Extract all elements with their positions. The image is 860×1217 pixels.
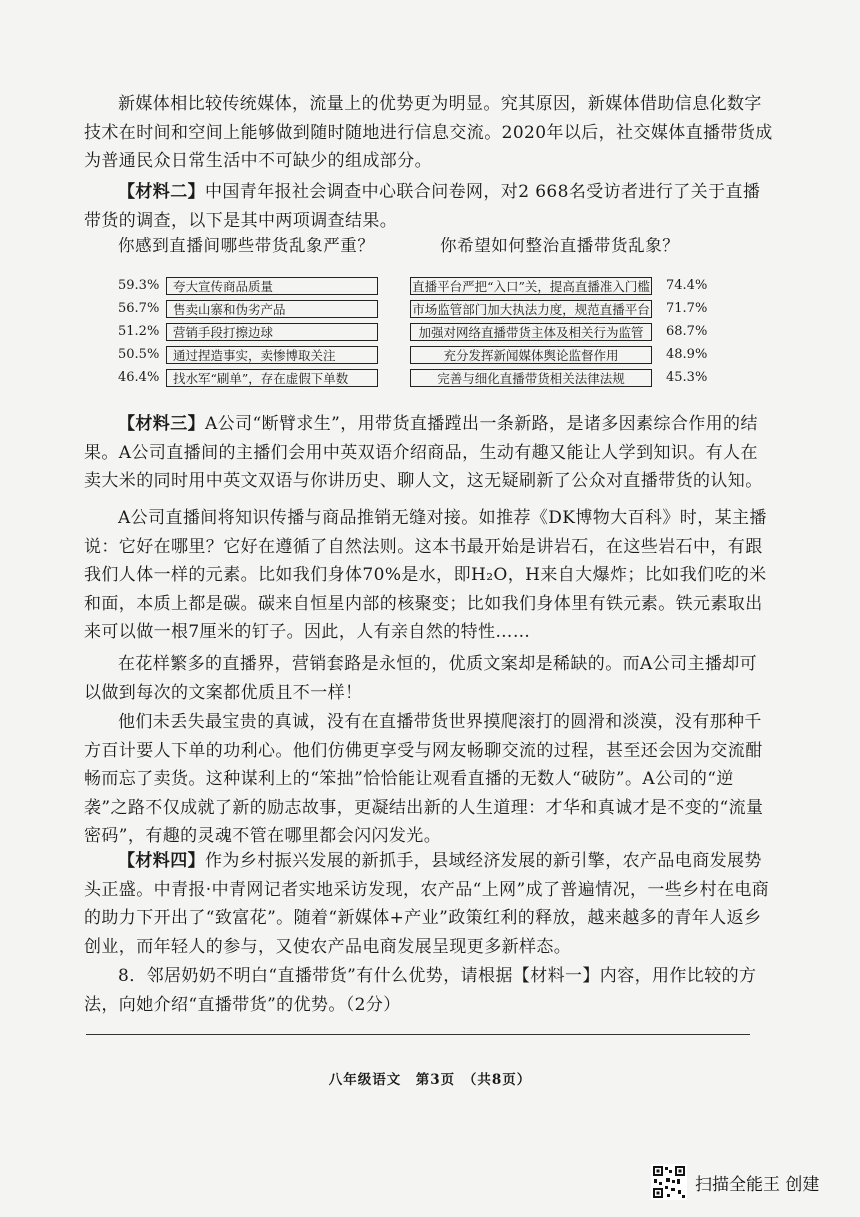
right-survey-percent: 71.7% bbox=[666, 301, 708, 316]
left-survey-item: 夸大宣传商品质量 bbox=[166, 277, 378, 295]
right-survey-percent: 48.9% bbox=[666, 347, 708, 362]
right-survey-percent: 74.4% bbox=[666, 278, 708, 293]
left-survey-percent: 51.2% bbox=[118, 324, 160, 339]
answer-line bbox=[86, 1034, 750, 1035]
paragraph-copywriting: 在花样繁多的直播界，营销套路是永恒的，优质文案却是稀缺的。而A公司主播却可以做到每次的文案都优质且不一样！ bbox=[84, 654, 758, 703]
left-survey-title: 你感到直播间哪些带货乱象严重？ bbox=[118, 236, 375, 255]
left-survey-percent: 50.5% bbox=[118, 347, 160, 362]
paragraph-material-one-end: 新媒体相比较传统媒体，流量上的优势更为明显。究其原因，新媒体借助信息化数字技术在时间和空间上能够做到随时随地进行信息交流。2020年以后，社交媒体直播带货成为普通民众日常生活中不可缺少的组成部分。 bbox=[84, 94, 773, 171]
right-survey-title: 你希望如何整治直播带货乱象？ bbox=[440, 236, 680, 255]
paragraph-material-three bbox=[84, 410, 774, 496]
left-survey-item: 营销手段打擦边球 bbox=[166, 323, 378, 341]
left-survey-percent: 56.7% bbox=[118, 301, 160, 316]
scanner-badge bbox=[651, 1164, 819, 1200]
material-four-label: 【材料四】 bbox=[118, 851, 205, 871]
right-survey-item: 加强对网络直播带货主体及相关行为监管 bbox=[410, 323, 652, 341]
scanner-badge-text: 扫描全能王 创建 bbox=[695, 1174, 820, 1195]
right-survey-percent: 68.7% bbox=[666, 324, 708, 339]
left-survey-item: 通过捏造事实，卖惨博取关注 bbox=[166, 346, 378, 364]
material-four-text: 作为乡村振兴发展的新抓手，县域经济发展的新引擎，农产品电商发展势头正盛。中青报·中青网记者实地采访发现，农产品“上网”成了普遍情况，一些乡村在电商的助力下开出了“致富花”。随着“新媒体+产业”政策红利的释放，越来越多的青年人返乡创业，而年轻人的参与，又使农产品电商发展呈现更多新样态。 bbox=[84, 851, 770, 957]
left-survey-item: 售卖山寨和伪劣产品 bbox=[166, 300, 378, 318]
page-footer: 八年级语文 第3页 （共8页） bbox=[328, 1072, 532, 1088]
material-three-label: 【材料三】 bbox=[118, 414, 205, 434]
right-survey-item: 市场监管部门加大执法力度，规范直播平台 bbox=[410, 300, 652, 318]
material-two-label: 【材料二】 bbox=[118, 182, 205, 202]
paragraph-material-two bbox=[84, 178, 774, 235]
paragraph-sincerity: 他们未丢失最宝贵的真诚，没有在直播带货世界摸爬滚打的圆滑和淡漠，没有那种千方百计要人下单的功利心。他们仿佛更享受与网友畅聊交流的过程，甚至还会因为交流酣畅而忘了卖货。这种谋利上的“笨拙”恰恰能让观看直播的无数人“破防”。A公司的“逆袭”之路不仅成就了新的励志故事，更凝结出新的人生道理：才华和真诚才是不变的“流量密码”，有趣的灵魂不管在哪里都会闪闪发光。 bbox=[84, 712, 764, 846]
qr-code-icon bbox=[651, 1164, 687, 1200]
right-survey-item: 完善与细化直播带货相关法律法规 bbox=[410, 369, 652, 387]
right-survey-percent: 45.3% bbox=[666, 370, 708, 385]
paragraph-knowledge: A公司直播间将知识传播与商品推销无缝对接。如推荐《DK博物大百科》时，某主播说：它好在哪里？它好在遵循了自然法则。这本书最开始是讲岩石，在这些岩石中，有跟我们人体一样的元素。比如我们身体70%是水，即H₂O，H来自大爆炸；比如我们吃的米和面，本质上都是碳。碳来自恒星内部的核聚变；比如我们身体里有铁元素。铁元素取出来可以做一根7厘米的钉子。因此，人有亲自然的特性…… bbox=[84, 508, 767, 642]
left-survey-percent: 59.3% bbox=[118, 278, 160, 293]
material-two-text: 中国青年报社会调查中心联合问卷网，对2 668名受访者进行了关于直播带货的调查，以下是其中两项调查结果。 bbox=[84, 182, 761, 231]
left-survey-item: 找水军“刷单”，存在虚假下单数 bbox=[166, 369, 378, 387]
left-survey-percent: 46.4% bbox=[118, 370, 160, 385]
right-survey-item: 充分发挥新闻媒体舆论监督作用 bbox=[410, 346, 652, 364]
material-three-text: A公司“断臂求生”，用带货直播蹚出一条新路，是诸多因素综合作用的结果。A公司直播间的主播们会用中英双语介绍商品，生动有趣又能让人学到知识。有人在卖大米的同时用中英文双语与你讲历史、聊人文，这无疑刷新了公众对直播带货的认知。 bbox=[84, 414, 763, 491]
question-8: 8．邻居奶奶不明白“直播带货”有什么优势，请根据【材料一】内容，用作比较的方法，向她介绍“直播带货”的优势。（2分） bbox=[84, 966, 757, 1015]
paragraph-material-four bbox=[84, 847, 774, 961]
right-survey-item: 直播平台严把“入口”关，提高直播准入门槛 bbox=[410, 277, 652, 295]
